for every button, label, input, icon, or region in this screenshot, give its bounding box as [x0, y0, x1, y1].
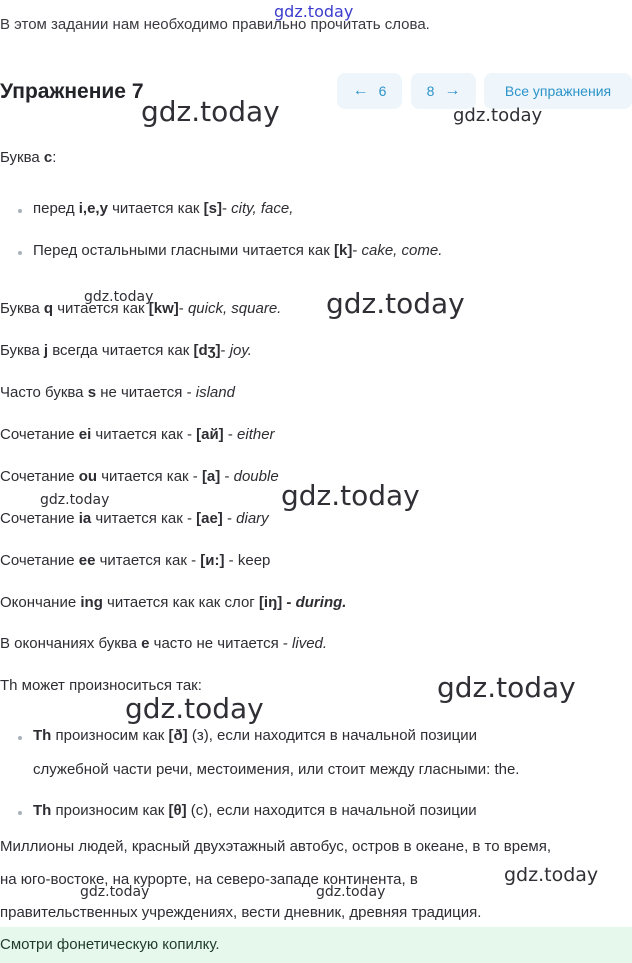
watermark: gdz.today: [504, 864, 599, 886]
hint-text: Смотри фонетическую копилку.: [0, 936, 220, 953]
th-intro: Th может произноситься так:: [0, 677, 202, 694]
rule-line: Часто буква s не читается - island: [0, 384, 235, 401]
rule-line: Окончание ing читается как как слог [iŋ] - during.: [0, 594, 347, 611]
watermark: gdz.today: [141, 95, 280, 128]
list-item: Th произносим как [ð] (з), если находится в начальной позиции: [33, 727, 478, 744]
page-title: Упражнение 7: [0, 80, 144, 103]
watermark: gdz.today: [316, 884, 386, 900]
letter-c-intro: Буква с:: [0, 149, 57, 166]
next-exercise-button[interactable]: [411, 73, 476, 109]
watermark: gdz.today: [281, 479, 420, 512]
watermark: gdz.today: [40, 492, 110, 508]
rule-line: Сочетание ei читается как - [ай] - either: [0, 426, 275, 443]
all-exercises-label: Все упражнения: [504, 83, 612, 99]
bullet-dot: [18, 736, 22, 740]
arrow-left-icon: ←: [352, 82, 369, 99]
phrases-line: правительственных учреждениях, вести дневник, древняя традиция.: [0, 904, 482, 921]
watermark: gdz.today: [125, 692, 264, 725]
intro-text: В этом задании нам необходимо правильно прочитать слова.: [0, 16, 430, 33]
rule-line: Сочетание ou читается как - [а] - double: [0, 468, 279, 485]
rule-line: Сочетание ee читается как - [и:] - keep: [0, 552, 271, 569]
rule-line: Буква q читается как [kw]- quick, square.: [0, 300, 282, 317]
prev-exercise-button[interactable]: [337, 73, 402, 109]
watermark: gdz.today: [84, 289, 154, 305]
list-item: перед i,e,y читается как [s]- city, face,: [33, 200, 294, 217]
watermark: gdz.today: [80, 884, 150, 900]
prev-exercise-label: 6: [378, 83, 387, 99]
arrow-right-icon: →: [444, 82, 461, 99]
watermark: gdz.today: [437, 671, 576, 704]
bullet-dot: [18, 811, 22, 815]
rule-line: Сочетание ia читается как - [ае] - diary: [0, 510, 269, 527]
phrases-line: Миллионы людей, красный двухэтажный автобус, остров в океане, в то время,: [0, 838, 552, 855]
bullet-dot: [18, 209, 22, 213]
list-item: Перед остальными гласными читается как [k]- cake, come.: [33, 242, 443, 259]
next-exercise-label: 8: [426, 83, 435, 99]
all-exercises-button[interactable]: [484, 73, 632, 109]
rule-line: Буква j всегда читается как [dʒ]- joy.: [0, 342, 252, 359]
watermark: gdz.today: [326, 287, 465, 320]
watermark: gdz.today: [274, 2, 354, 21]
phrases-line: на юго-востоке, на курорте, на северо-западе континента, в: [0, 871, 418, 888]
rule-line: В окончаниях буква e часто не читается - lived.: [0, 635, 328, 652]
list-item: Th произносим как [θ] (с), если находится в начальной позиции: [33, 802, 477, 819]
bullet-dot: [18, 251, 22, 255]
watermark: gdz.today: [453, 105, 543, 126]
list-item-continuation: служебной части речи, местоимения, или стоит между гласными: the.: [33, 761, 520, 778]
